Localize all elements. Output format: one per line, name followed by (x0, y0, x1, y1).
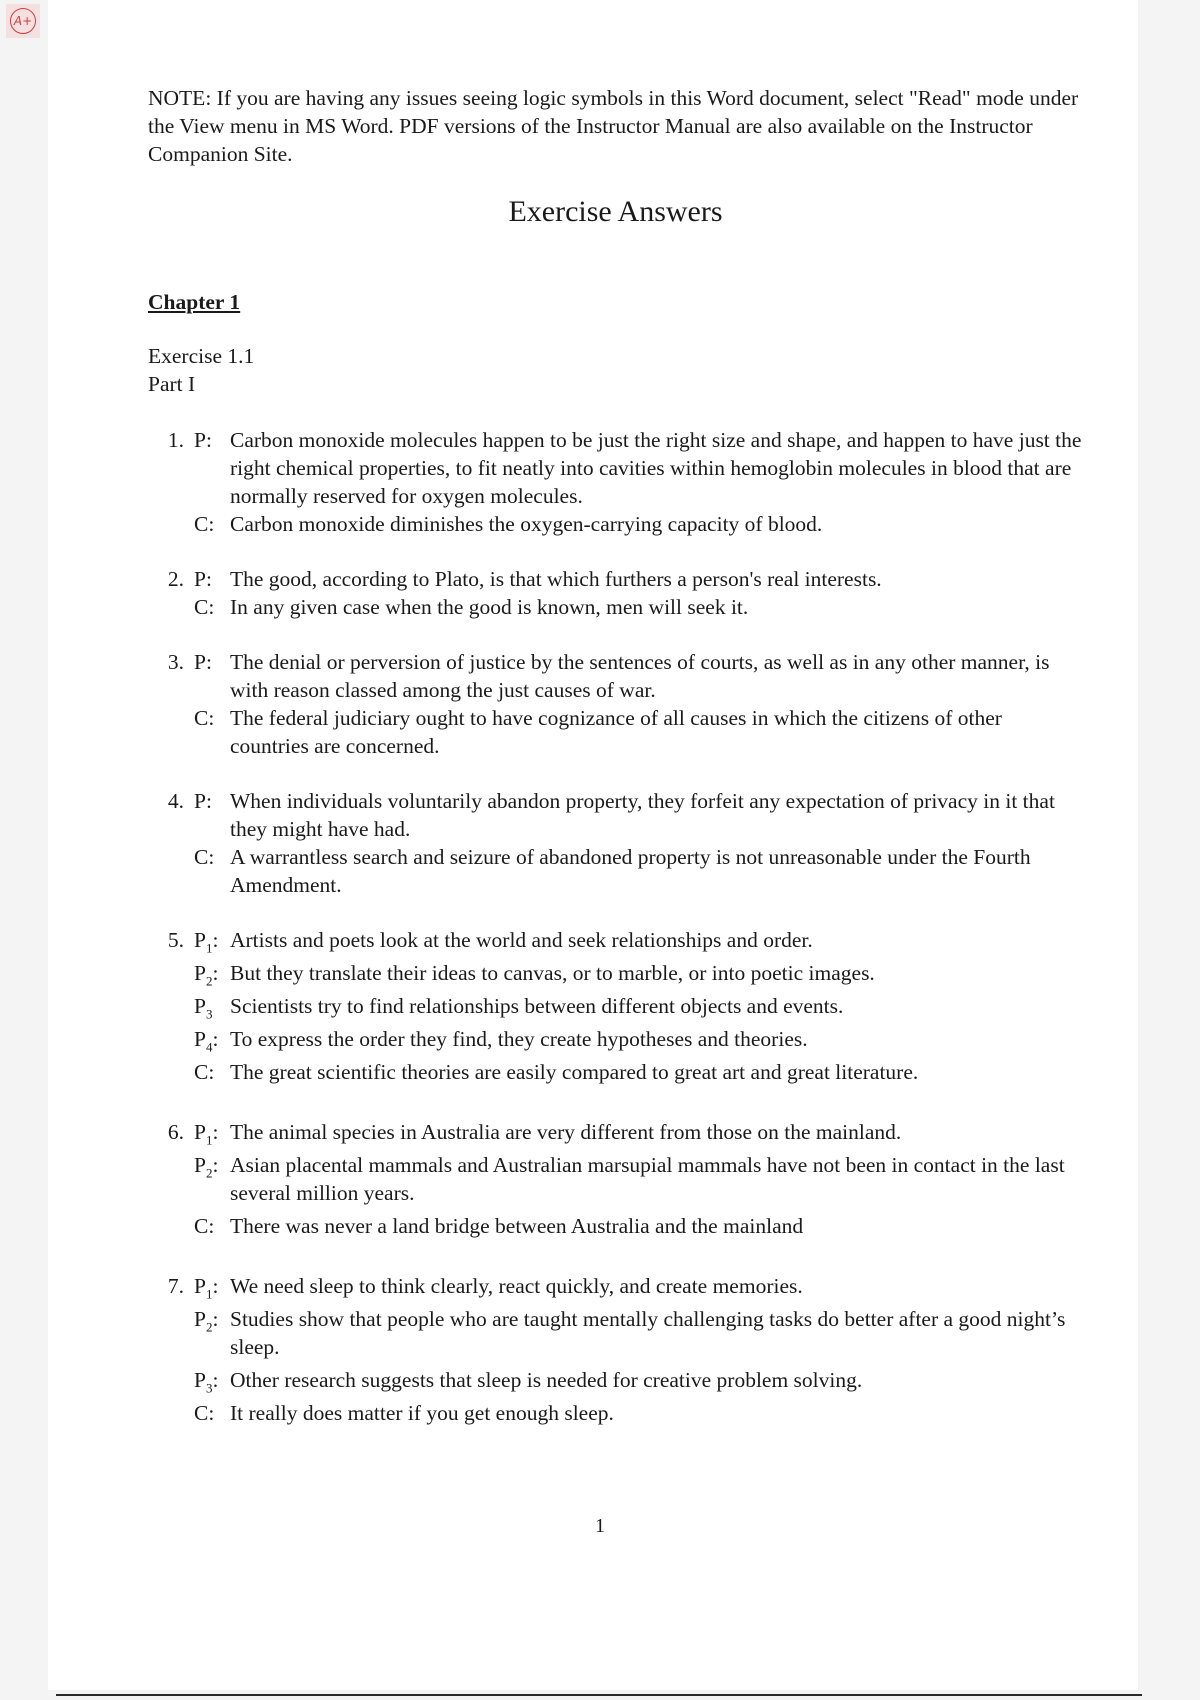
answer-item (148, 926, 1083, 1091)
row-label: C: (194, 706, 215, 730)
row-text: To express the order they find, they create hypotheses and theories. (230, 1027, 808, 1051)
item-number: 2. (167, 567, 184, 591)
item-number: 1. (167, 428, 184, 452)
item-lines (194, 648, 1083, 760)
row-text: Studies show that people who are taught mentally challenging tasks do better after a good night’s sleep. (230, 1307, 1066, 1359)
exercise-label: Exercise 1.1 (148, 344, 255, 368)
item-number: 4. (167, 789, 184, 813)
item-lines (194, 787, 1083, 899)
page-number: 1 (595, 1515, 605, 1537)
premise-row (194, 1151, 1083, 1207)
row-text: We need sleep to think clearly, react quickly, and create memories. (230, 1274, 803, 1298)
row-label: P: (194, 789, 212, 813)
row-text: The animal species in Australia are very different from those on the mainland. (230, 1120, 902, 1144)
row-label: $P_2$: (194, 961, 219, 989)
conclusion-row (194, 843, 1083, 899)
row-text: The denial or perversion of justice by the sentences of courts, as well as in any other manner, is with reason classed among the just causes of war. (230, 650, 1050, 702)
chapter-heading: Chapter 1 (148, 290, 241, 314)
row-text: When individuals voluntarily abandon property, they forfeit any expectation of privacy in it that they might have had. (230, 789, 1055, 841)
answer-item (148, 787, 1083, 899)
grade-logo-icon: A+ (10, 8, 36, 34)
row-text: In any given case when the good is known, men will seek it. (230, 595, 749, 619)
premise-row (194, 648, 1083, 704)
row-text: It really does matter if you get enough sleep. (230, 1401, 614, 1425)
conclusion-row (194, 704, 1083, 760)
row-label: $P_3$ (194, 994, 213, 1022)
premise-row (194, 565, 1083, 593)
row-label: P: (194, 567, 212, 591)
page-title: Exercise Answers (508, 195, 723, 228)
row-text: Carbon monoxide diminishes the oxygen-carrying capacity of blood. (230, 512, 823, 536)
premise-row (194, 1272, 1083, 1300)
item-number: 7. (167, 1274, 184, 1298)
premise-row (194, 1118, 1083, 1146)
answer-item (148, 426, 1083, 538)
row-text: The good, according to Plato, is that which furthers a person's real interests. (230, 567, 882, 591)
item-number: 3. (167, 650, 184, 674)
premise-row (194, 926, 1083, 954)
answer-item (148, 1118, 1083, 1245)
document-content (148, 84, 1083, 1459)
row-label: $P_1$: (194, 1274, 219, 1302)
row-label: $P_3$: (194, 1368, 219, 1396)
row-label: C: (194, 512, 215, 536)
premise-row (194, 1025, 1083, 1053)
row-text: Scientists try to find relationships between different objects and events. (230, 994, 844, 1018)
page-bottom-rule (56, 1694, 1142, 1696)
item-lines (194, 1272, 1083, 1432)
item-lines (194, 426, 1083, 538)
conclusion-row (194, 1212, 1083, 1240)
row-label: $P_4$: (194, 1027, 219, 1055)
premise-row (194, 1305, 1083, 1361)
row-label: P: (194, 428, 212, 452)
row-text: There was never a land bridge between Australia and the mainland (230, 1214, 804, 1238)
row-label: C: (194, 845, 215, 869)
item-lines (194, 565, 1083, 621)
item-number: 5. (167, 928, 184, 952)
row-text: Artists and poets look at the world and seek relationships and order. (230, 928, 813, 952)
conclusion-row (194, 510, 1083, 538)
row-label: C: (194, 595, 215, 619)
answer-item (148, 565, 1083, 621)
conclusion-row (194, 593, 1083, 621)
row-text: Asian placental mammals and Australian marsupial mammals have not been in contact in the last several million years. (230, 1153, 1065, 1205)
row-text: A warrantless search and seizure of abandoned property is not unreasonable under the Fourth Amendment. (230, 845, 1031, 897)
row-label: $P_1$: (194, 1120, 219, 1148)
premise-row (194, 787, 1083, 843)
row-label: $P_2$: (194, 1153, 219, 1181)
note-paragraph: NOTE: If you are having any issues seeing logic symbols in this Word document, select "Read" mode under the View menu in MS Word. PDF versions of the Instructor Manual are also available on the Instructor Companion Site. (148, 86, 1079, 166)
conclusion-row (194, 1399, 1083, 1427)
answer-item (148, 648, 1083, 760)
answer-item (148, 1272, 1083, 1432)
row-label: $P_2$: (194, 1307, 219, 1335)
premise-row (194, 426, 1083, 510)
row-text: The federal judiciary ought to have cognizance of all causes in which the citizens of other countries are concerned. (230, 706, 1002, 758)
premise-row (194, 992, 1083, 1020)
grade-logo (6, 4, 40, 38)
premise-row (194, 1366, 1083, 1394)
item-lines (194, 926, 1083, 1091)
row-text: The great scientific theories are easily compared to great art and great literature. (230, 1060, 919, 1084)
premise-row (194, 959, 1083, 987)
item-lines (194, 1118, 1083, 1245)
answer-list (148, 426, 1083, 1432)
row-text: Other research suggests that sleep is needed for creative problem solving. (230, 1368, 863, 1392)
row-text: But they translate their ideas to canvas, or to marble, or into poetic images. (230, 961, 875, 985)
row-label: $P_1$: (194, 928, 219, 956)
row-text: Carbon monoxide molecules happen to be just the right size and shape, and happen to have just the right chemical properties, to fit neatly into cavities within hemoglobin molecules in blood that are normally reserved for oxygen molecules. (230, 428, 1082, 508)
item-number: 6. (167, 1120, 184, 1144)
row-label: P: (194, 650, 212, 674)
row-label: C: (194, 1214, 215, 1238)
part-label: Part I (148, 372, 196, 396)
row-label: C: (194, 1060, 215, 1084)
row-label: C: (194, 1401, 215, 1425)
conclusion-row (194, 1058, 1083, 1086)
